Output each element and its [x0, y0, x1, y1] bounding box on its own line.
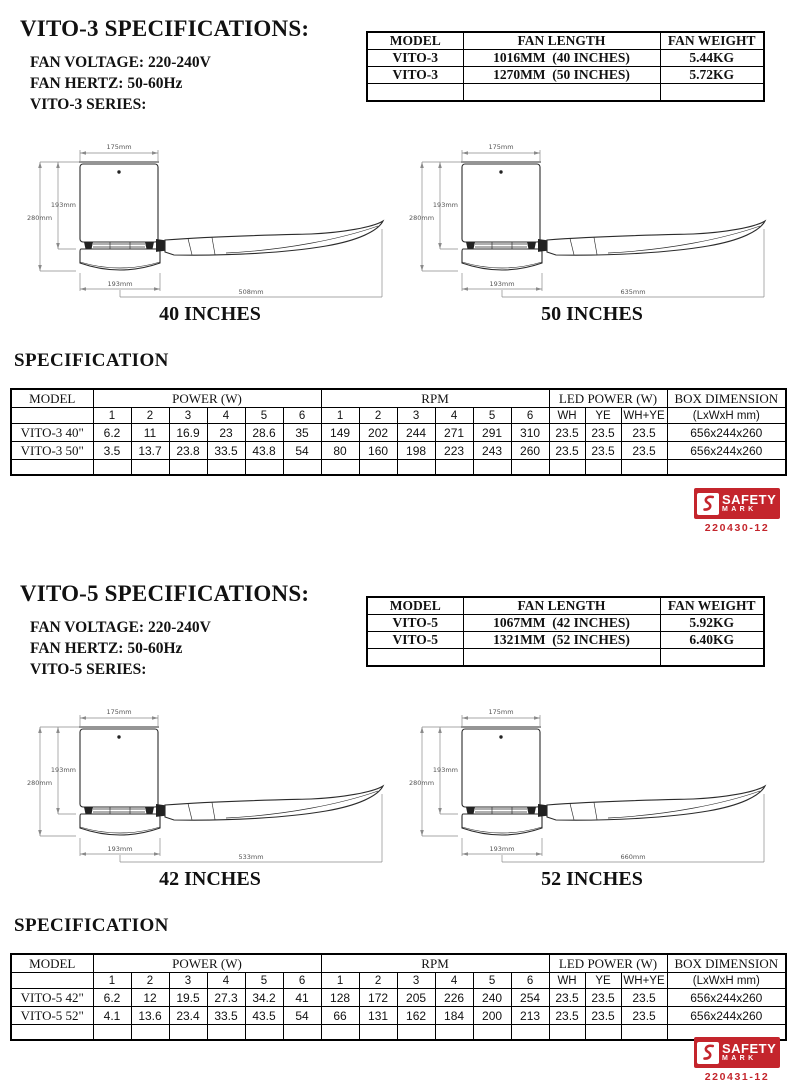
column-header: 5	[245, 973, 283, 989]
svg-text:175mm: 175mm	[488, 143, 514, 151]
column-header: MODEL	[367, 597, 463, 615]
fan-info-block	[30, 52, 211, 115]
table-cell: 5.92KG	[660, 615, 764, 632]
svg-text:193mm: 193mm	[432, 766, 458, 774]
column-header: 1	[93, 408, 131, 424]
table-cell	[397, 460, 435, 476]
size-label-52in: 52 INCHES	[541, 868, 643, 890]
column-header: 3	[169, 408, 207, 424]
column-header: 6	[283, 408, 321, 424]
mark-word: MARK	[722, 1055, 757, 1062]
table-cell: VITO-3	[367, 50, 463, 67]
table-cell: 198	[397, 442, 435, 460]
table-cell	[511, 460, 549, 476]
table-cell: 23.5	[585, 989, 621, 1007]
table-cell	[131, 460, 169, 476]
table-cell: 23.5	[549, 424, 585, 442]
model-cell: VITO-3 40"	[11, 424, 93, 442]
column-header: 2	[359, 973, 397, 989]
fan-diagram-50in	[408, 125, 776, 300]
table-cell: 12	[131, 989, 169, 1007]
safety-mark-text	[722, 1042, 776, 1063]
size-label-40in: 40 INCHES	[159, 303, 261, 325]
table-cell	[93, 1025, 131, 1041]
table-cell	[283, 460, 321, 476]
table-cell: 656x244x260	[667, 1007, 786, 1025]
table-cell	[463, 649, 660, 667]
table-cell	[435, 460, 473, 476]
svg-text:280mm: 280mm	[27, 779, 53, 787]
fan-diagram-svg	[26, 690, 394, 865]
table-cell	[131, 1025, 169, 1041]
fan-series-line: VITO-5 SERIES:	[30, 661, 147, 678]
table-cell: 1270MM (50 INCHES)	[463, 67, 660, 84]
table-cell: 4.1	[93, 1007, 131, 1025]
table-cell	[397, 1025, 435, 1041]
table-cell	[359, 460, 397, 476]
table-cell: 43.5	[245, 1007, 283, 1025]
table-cell: 656x244x260	[667, 989, 786, 1007]
model-cell: VITO-5 42"	[11, 989, 93, 1007]
svg-text:193mm: 193mm	[489, 280, 515, 288]
table-cell: 13.6	[131, 1007, 169, 1025]
table-cell: 160	[359, 442, 397, 460]
table-cell: VITO-5	[367, 632, 463, 649]
column-header: FAN WEIGHT	[660, 32, 764, 50]
summary-row	[367, 632, 764, 649]
column-header: 2	[131, 973, 169, 989]
svg-text:280mm: 280mm	[409, 214, 435, 222]
svg-text:280mm: 280mm	[409, 779, 435, 787]
table-cell: 23.5	[549, 442, 585, 460]
spec-subheader-row	[11, 973, 786, 989]
table-cell	[283, 1025, 321, 1041]
table-cell: 3.5	[93, 442, 131, 460]
table-cell: 23.5	[549, 1007, 585, 1025]
column-header: 3	[169, 973, 207, 989]
table-cell: 23.5	[585, 1007, 621, 1025]
table-cell: VITO-5	[367, 615, 463, 632]
table-cell: 23.5	[621, 442, 667, 460]
column-header: 1	[93, 973, 131, 989]
table-cell	[321, 1025, 359, 1041]
table-row	[11, 1007, 786, 1025]
table-cell: 205	[397, 989, 435, 1007]
column-header: RPM	[321, 954, 549, 973]
table-cell: 5.44KG	[660, 50, 764, 67]
column-header: YE	[585, 408, 621, 424]
table-cell: 213	[511, 1007, 549, 1025]
column-header	[11, 408, 93, 424]
table-cell	[367, 84, 463, 102]
table-cell: 34.2	[245, 989, 283, 1007]
table-cell: 240	[473, 989, 511, 1007]
mark-word: MARK	[722, 506, 757, 513]
table-cell	[245, 460, 283, 476]
fan-hertz-line: FAN HERTZ: 50-60Hz	[30, 75, 183, 92]
table-cell: 23.5	[621, 989, 667, 1007]
table-cell	[660, 84, 764, 102]
table-cell: 162	[397, 1007, 435, 1025]
table-cell: 33.5	[207, 442, 245, 460]
table-row	[11, 989, 786, 1007]
safety-mark-badge	[694, 488, 780, 519]
specification-table	[10, 388, 787, 476]
svg-text:508mm: 508mm	[238, 288, 264, 296]
spec-header-row	[11, 389, 786, 408]
table-cell: 6.40KG	[660, 632, 764, 649]
svg-text:193mm: 193mm	[107, 280, 133, 288]
table-cell	[511, 1025, 549, 1041]
table-cell: 1067MM (42 INCHES)	[463, 615, 660, 632]
table-cell: 254	[511, 989, 549, 1007]
table-cell: 243	[473, 442, 511, 460]
column-header: 4	[435, 973, 473, 989]
table-cell: VITO-3	[367, 67, 463, 84]
column-header: 1	[321, 408, 359, 424]
table-cell	[169, 1025, 207, 1041]
size-label-42in: 42 INCHES	[159, 868, 261, 890]
table-cell: 23.8	[169, 442, 207, 460]
fan-diagram-42in	[26, 690, 394, 865]
table-cell	[11, 1025, 93, 1041]
column-header: FAN LENGTH	[463, 32, 660, 50]
table-row	[11, 442, 786, 460]
table-cell: 310	[511, 424, 549, 442]
column-header: MODEL	[11, 389, 93, 408]
column-header: 5	[245, 408, 283, 424]
summary-row	[367, 615, 764, 632]
table-cell: 19.5	[169, 989, 207, 1007]
fan-diagram-svg	[408, 690, 776, 865]
table-cell	[473, 460, 511, 476]
table-cell: 23.5	[585, 424, 621, 442]
summary-row	[367, 50, 764, 67]
table-cell: 13.7	[131, 442, 169, 460]
table-cell: 223	[435, 442, 473, 460]
table-cell: 33.5	[207, 1007, 245, 1025]
table-cell: 244	[397, 424, 435, 442]
summary-row	[367, 649, 764, 667]
svg-text:193mm: 193mm	[489, 845, 515, 853]
column-header: BOX DIMENSION	[667, 389, 786, 408]
svg-text:193mm: 193mm	[107, 845, 133, 853]
table-cell: 131	[359, 1007, 397, 1025]
safety-mark-text	[722, 493, 776, 514]
column-header: LED POWER (W)	[549, 389, 667, 408]
table-cell: 23.5	[549, 989, 585, 1007]
table-cell	[660, 649, 764, 667]
safety-word: SAFETY	[722, 492, 777, 507]
column-header: 3	[397, 408, 435, 424]
column-header: WH	[549, 973, 585, 989]
table-cell: 23.5	[621, 1007, 667, 1025]
column-header: MODEL	[367, 32, 463, 50]
table-cell	[549, 460, 585, 476]
section-title: VITO-5 SPECIFICATIONS:	[20, 581, 310, 606]
svg-text:533mm: 533mm	[238, 853, 264, 861]
table-row	[11, 1025, 786, 1041]
table-cell	[621, 1025, 667, 1041]
column-header: YE	[585, 973, 621, 989]
table-cell: 128	[321, 989, 359, 1007]
table-cell: 27.3	[207, 989, 245, 1007]
column-header: WH	[549, 408, 585, 424]
table-cell	[585, 460, 621, 476]
table-row	[11, 424, 786, 442]
svg-text:635mm: 635mm	[620, 288, 646, 296]
spec-header-row	[11, 954, 786, 973]
table-cell: 1321MM (52 INCHES)	[463, 632, 660, 649]
column-header: 2	[359, 408, 397, 424]
table-cell: 54	[283, 1007, 321, 1025]
summary-row	[367, 84, 764, 102]
column-header: 6	[283, 973, 321, 989]
table-row	[11, 460, 786, 476]
fan-voltage-line: FAN VOLTAGE: 220-240V	[30, 54, 211, 71]
fan-diagram-52in	[408, 690, 776, 865]
vito-5-section	[0, 565, 794, 1080]
table-cell: 11	[131, 424, 169, 442]
svg-text:193mm: 193mm	[50, 201, 76, 209]
table-cell	[169, 460, 207, 476]
table-cell: 35	[283, 424, 321, 442]
svg-text:175mm: 175mm	[106, 143, 132, 151]
column-header: FAN LENGTH	[463, 597, 660, 615]
table-cell	[473, 1025, 511, 1041]
column-header: WH+YE	[621, 973, 667, 989]
column-header: 1	[321, 973, 359, 989]
column-header: BOX DIMENSION	[667, 954, 786, 973]
fan-summary-table	[366, 31, 765, 102]
spec-subheader-row	[11, 408, 786, 424]
svg-text:193mm: 193mm	[432, 201, 458, 209]
table-cell	[11, 460, 93, 476]
fan-diagram-40in	[26, 125, 394, 300]
safety-mark-number: 220430-12	[704, 522, 770, 534]
table-cell	[549, 1025, 585, 1041]
table-cell	[245, 1025, 283, 1041]
table-cell	[667, 460, 786, 476]
column-header: 4	[435, 408, 473, 424]
svg-text:175mm: 175mm	[106, 708, 132, 716]
column-header: 6	[511, 408, 549, 424]
table-cell	[585, 1025, 621, 1041]
safety-mark	[694, 1037, 780, 1080]
table-cell: 66	[321, 1007, 359, 1025]
safety-mark-logo-icon	[697, 493, 719, 515]
table-cell: 202	[359, 424, 397, 442]
table-cell: 6.2	[93, 989, 131, 1007]
table-cell	[207, 460, 245, 476]
table-cell	[435, 1025, 473, 1041]
svg-text:660mm: 660mm	[620, 853, 646, 861]
fan-hertz-line: FAN HERTZ: 50-60Hz	[30, 640, 183, 657]
specification-table	[10, 953, 787, 1041]
table-cell: 184	[435, 1007, 473, 1025]
column-header: 3	[397, 973, 435, 989]
table-cell: 226	[435, 989, 473, 1007]
table-cell: 656x244x260	[667, 442, 786, 460]
table-cell: 28.6	[245, 424, 283, 442]
table-cell: 80	[321, 442, 359, 460]
table-cell: 149	[321, 424, 359, 442]
table-cell	[359, 1025, 397, 1041]
column-header: LED POWER (W)	[549, 954, 667, 973]
svg-text:193mm: 193mm	[50, 766, 76, 774]
column-header: 5	[473, 973, 511, 989]
table-cell: 172	[359, 989, 397, 1007]
column-header: (LxWxH mm)	[667, 973, 786, 989]
summary-header-row	[367, 597, 764, 615]
fan-diagram-svg	[26, 125, 394, 300]
table-cell: 6.2	[93, 424, 131, 442]
column-header: RPM	[321, 389, 549, 408]
safety-mark-badge	[694, 1037, 780, 1068]
table-cell	[321, 460, 359, 476]
column-header: 2	[131, 408, 169, 424]
size-label-50in: 50 INCHES	[541, 303, 643, 325]
svg-text:175mm: 175mm	[488, 708, 514, 716]
column-header: 6	[511, 973, 549, 989]
table-cell: 23.5	[621, 424, 667, 442]
svg-text:280mm: 280mm	[27, 214, 53, 222]
table-cell: 1016MM (40 INCHES)	[463, 50, 660, 67]
table-cell	[621, 460, 667, 476]
safety-mark-logo-icon	[697, 1042, 719, 1064]
section-title: VITO-3 SPECIFICATIONS:	[20, 16, 310, 41]
column-header: (LxWxH mm)	[667, 408, 786, 424]
model-cell: VITO-5 52"	[11, 1007, 93, 1025]
specification-heading: SPECIFICATION	[14, 350, 169, 371]
table-cell: 656x244x260	[667, 424, 786, 442]
safety-mark	[694, 488, 780, 534]
table-cell: 16.9	[169, 424, 207, 442]
column-header: POWER (W)	[93, 954, 321, 973]
table-cell: 5.72KG	[660, 67, 764, 84]
column-header: FAN WEIGHT	[660, 597, 764, 615]
table-cell	[367, 649, 463, 667]
table-cell: 291	[473, 424, 511, 442]
table-cell: 23	[207, 424, 245, 442]
fan-summary-table	[366, 596, 765, 667]
fan-diagram-svg	[408, 125, 776, 300]
column-header: MODEL	[11, 954, 93, 973]
summary-row	[367, 67, 764, 84]
safety-mark-number: 220431-12	[704, 1071, 770, 1080]
column-header: POWER (W)	[93, 389, 321, 408]
table-cell: 23.4	[169, 1007, 207, 1025]
table-cell	[93, 460, 131, 476]
table-cell: 54	[283, 442, 321, 460]
column-header: 4	[207, 408, 245, 424]
summary-header-row	[367, 32, 764, 50]
fan-info-block	[30, 617, 211, 680]
safety-word: SAFETY	[722, 1041, 777, 1056]
table-cell: 43.8	[245, 442, 283, 460]
fan-voltage-line: FAN VOLTAGE: 220-240V	[30, 619, 211, 636]
column-header: 4	[207, 973, 245, 989]
table-cell	[463, 84, 660, 102]
table-cell: 41	[283, 989, 321, 1007]
table-cell: 23.5	[585, 442, 621, 460]
column-header: WH+YE	[621, 408, 667, 424]
table-cell	[207, 1025, 245, 1041]
column-header	[11, 973, 93, 989]
table-cell: 200	[473, 1007, 511, 1025]
table-cell: 271	[435, 424, 473, 442]
specification-heading: SPECIFICATION	[14, 915, 169, 936]
table-cell: 260	[511, 442, 549, 460]
model-cell: VITO-3 50"	[11, 442, 93, 460]
column-header: 5	[473, 408, 511, 424]
fan-series-line: VITO-3 SERIES:	[30, 96, 147, 113]
